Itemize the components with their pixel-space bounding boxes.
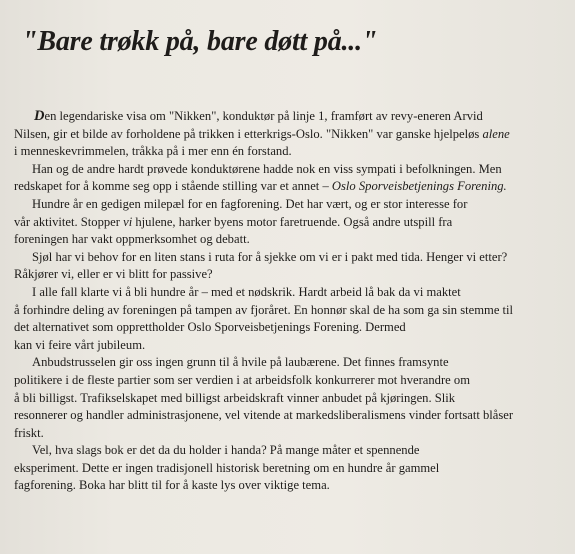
text-line: å forhindre deling av foreningen på tampen av fjoråret. En honnør skal de ha som ga sin stemme til [14,302,514,317]
emphasis-vi: vi [123,214,133,229]
drop-cap: D [34,108,45,124]
text-line: i menneskevrimmelen, tråkka på i mer enn én forstand. [14,144,292,159]
text-line: vår aktivitet. Stopper vi hjulene, harker byens motor faretruende. Også andre utspill fra [14,214,453,229]
text-line: kan vi feire vårt jubileum. [14,337,146,352]
paragraph-7 [14,442,566,495]
paragraph-6 [14,354,566,442]
text-line: redskapet for å komme seg opp i stående stilling var et annet – Oslo Sporveisbetjenings Forening. [14,179,507,194]
text-line: Hundre år en gedigen milepæl for en fagforening. Det har vært, og er stor interesse for [32,196,468,211]
text-line: Vel, hva slags bok er det da du holder i handa? På mange måter et spennende [32,443,420,458]
emphasis-alene: alene [482,126,510,141]
text-line: friskt. [14,425,44,440]
text-line: Anbudstrusselen gir oss ingen grunn til å hvile på laubærene. Det finnes framsynte [32,355,449,370]
text-line: å bli billigst. Trafikselskapet med billigst arbeidskraft vinner anbudet på kjøringen. Slik [14,390,456,405]
page-title: "Bare trøkk på, bare døtt på..." [22,26,378,57]
paragraph-3 [14,196,566,249]
paragraph-5 [14,284,566,354]
paragraph-1 [14,108,566,161]
text-line: Sjøl har vi behov for en liten stans i ruta for å sjekke om vi er i pakt med tida. Henger vi etter? [32,249,508,264]
text-line: eksperiment. Dette er ingen tradisjonell historisk beretning om en hundre år gammel [14,460,440,475]
text-line: Den legendariske visa om "Nikken", konduktør på linje 1, framført av revy-eneren Arvid [34,108,483,124]
paragraph-4 [14,249,566,284]
text-line: Råkjører vi, eller er vi blitt for passive? [14,267,213,282]
text-line: fagforening. Boka har blitt til for å kaste lys over viktige tema. [14,478,330,493]
paragraph-2 [14,161,566,196]
body-text [14,108,566,495]
text-line: politikere i de fleste partier som ser verdien i at arbeidsfolk konkurrerer mot hverandre om [14,372,471,387]
emphasis-forening: Oslo Sporveisbetjenings Forening. [331,179,507,194]
text-line: Nilsen, gir et bilde av forholdene på trikken i etterkrigs-Oslo. "Nikken" var ganske hjelpeløs alene [14,126,510,141]
text-line: Han og de andre hardt prøvede konduktørene hadde nok en viss sympati i befolkningen. Men [32,161,502,176]
text-line: I alle fall klarte vi å bli hundre år – med et nødskrik. Hardt arbeid lå bak da vi maktet [32,284,461,299]
text-line: det alternativet som opprettholder Oslo Sporveisbetjenings Forening. Dermed [14,320,406,335]
text-line: foreningen har vakt oppmerksomhet og debatt. [14,232,250,247]
text-line: resonnerer og handler administrasjonene, vel vitende at markedsliberalismens vinder fortsatt blåser [14,408,514,423]
